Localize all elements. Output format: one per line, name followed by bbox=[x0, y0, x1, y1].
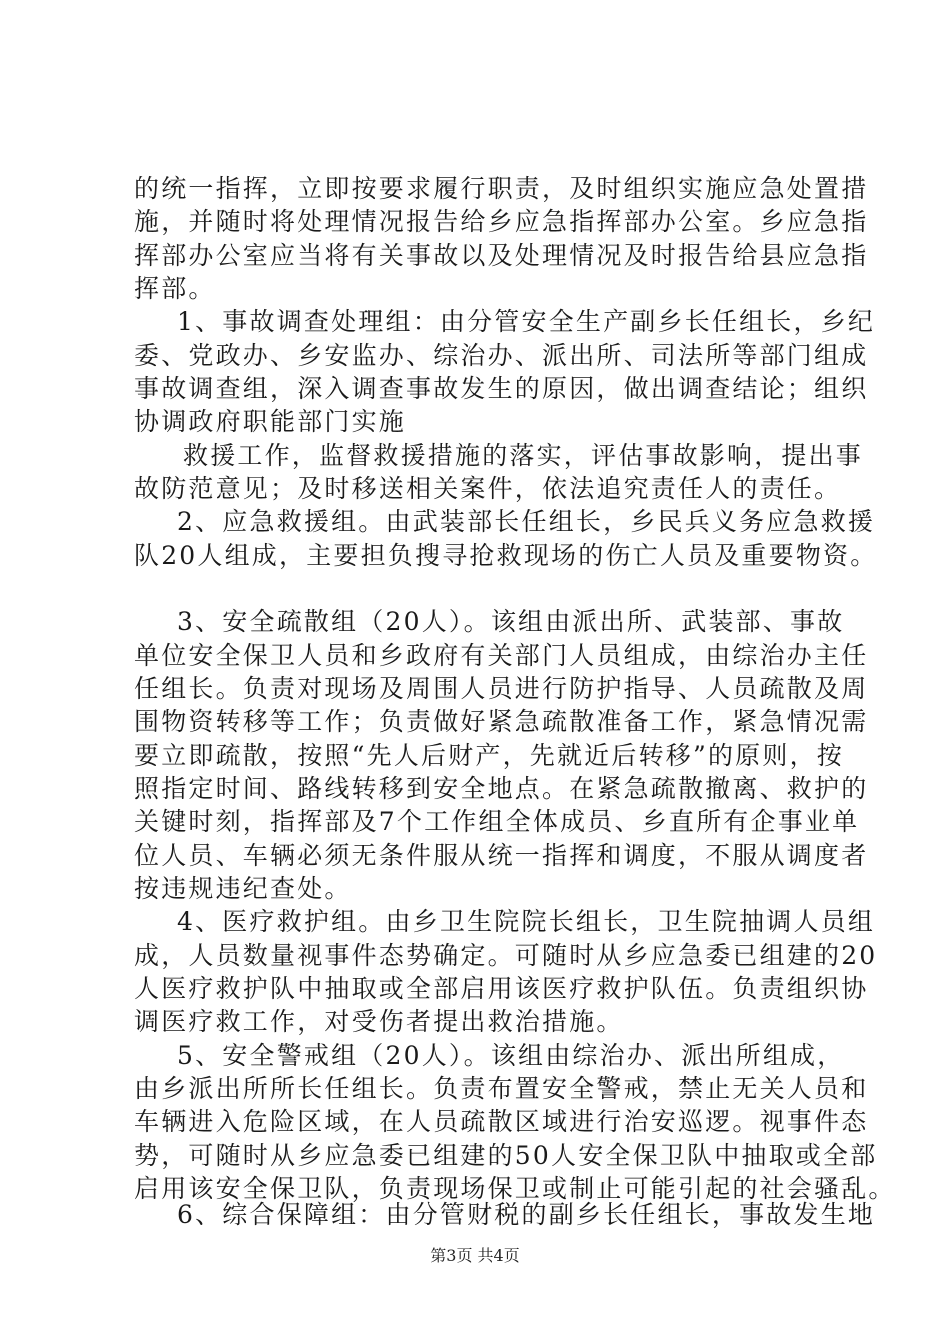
page-number-footer: 第3页 共4页 bbox=[430, 1246, 520, 1265]
text-line: 调医疗救工作，对受伤者提出救治措施。 bbox=[134, 1007, 624, 1036]
text-line: 故防范意见；及时移送相关案件，依法追究责任人的责任。 bbox=[134, 474, 842, 503]
text-line: 成，人员数量视事件态势确定。可随时从乡应急委已组建的20 bbox=[134, 941, 878, 970]
text-line: 启用该安全保卫队，负责现场保卫或制止可能引起的社会骚乱。 bbox=[134, 1174, 896, 1203]
text-line-last: 6、综合保障组：由分管财税的副乡长任组长，事故发生地 bbox=[177, 1200, 876, 1229]
text-line: 的统一指挥，立即按要求履行职责，及时组织实施应急处置措 bbox=[134, 174, 869, 203]
text-line: 任组长。负责对现场及周围人员进行防护指导、人员疏散及周 bbox=[134, 674, 869, 703]
text-line: 施，并随时将处理情况报告给乡应急指挥部办公室。乡应急指 bbox=[134, 207, 869, 236]
text-line: 挥部办公室应当将有关事故以及处理情况及时报告给县应急指 bbox=[134, 241, 869, 270]
text-line: 关键时刻，指挥部及7个工作组全体成员、乡直所有企事业单 bbox=[134, 807, 860, 836]
text-line: 队20人组成，主要担负搜寻抢救现场的伤亡人员及重要物资。 bbox=[134, 541, 878, 570]
text-line: 按违规违纪查处。 bbox=[134, 874, 352, 903]
text-line: 车辆进入危险区域，在人员疏散区域进行治安巡逻。视事件态 bbox=[134, 1107, 869, 1136]
text-line: 1、事故调查处理组：由分管安全生产副乡长任组长，乡纪 bbox=[177, 307, 876, 336]
text-line: 位人员、车辆必须无条件服从统一指挥和调度，不服从调度者 bbox=[134, 841, 869, 870]
text-line: 4、医疗救护组。由乡卫生院院长组长，卫生院抽调人员组 bbox=[177, 907, 876, 936]
text-line: 2、应急救援组。由武装部长任组长，乡民兵义务应急救援 bbox=[177, 507, 876, 536]
text-line: 5、安全警戒组（20人）。该组由综治办、派出所组成， bbox=[177, 1041, 845, 1070]
text-line: 挥部。 bbox=[134, 274, 216, 303]
text-line: 势，可随时从乡应急委已组建的50人安全保卫队中抽取或全部 bbox=[134, 1141, 878, 1170]
text-line: 围物资转移等工作；负责做好紧急疏散准备工作，紧急情况需 bbox=[134, 707, 869, 736]
text-line: 事故调查组，深入调查事故发生的原因，做出调查结论；组织 bbox=[134, 374, 869, 403]
text-line: 协调政府职能部门实施 bbox=[134, 407, 407, 436]
text-line: 由乡派出所所长任组长。负责布置安全警戒，禁止无关人员和 bbox=[134, 1074, 869, 1103]
text-line: 照指定时间、路线转移到安全地点。在紧急疏散撤离、救护的 bbox=[134, 774, 869, 803]
text-line: 人医疗救护队中抽取或全部启用该医疗救护队伍。负责组织协 bbox=[134, 974, 869, 1003]
text-line: 3、安全疏散组（20人）。该组由派出所、武装部、事故 bbox=[177, 607, 845, 636]
text-line: 单位安全保卫人员和乡政府有关部门人员组成，由综治办主任 bbox=[134, 641, 869, 670]
text-line: 救援工作，监督救援措施的落实，评估事故影响，提出事 bbox=[183, 441, 864, 470]
text-line: 委、党政办、乡安监办、综治办、派出所、司法所等部门组成 bbox=[134, 341, 869, 370]
text-line: 要立即疏散，按照“先人后财产，先就近后转移”的原则，按 bbox=[134, 741, 844, 770]
